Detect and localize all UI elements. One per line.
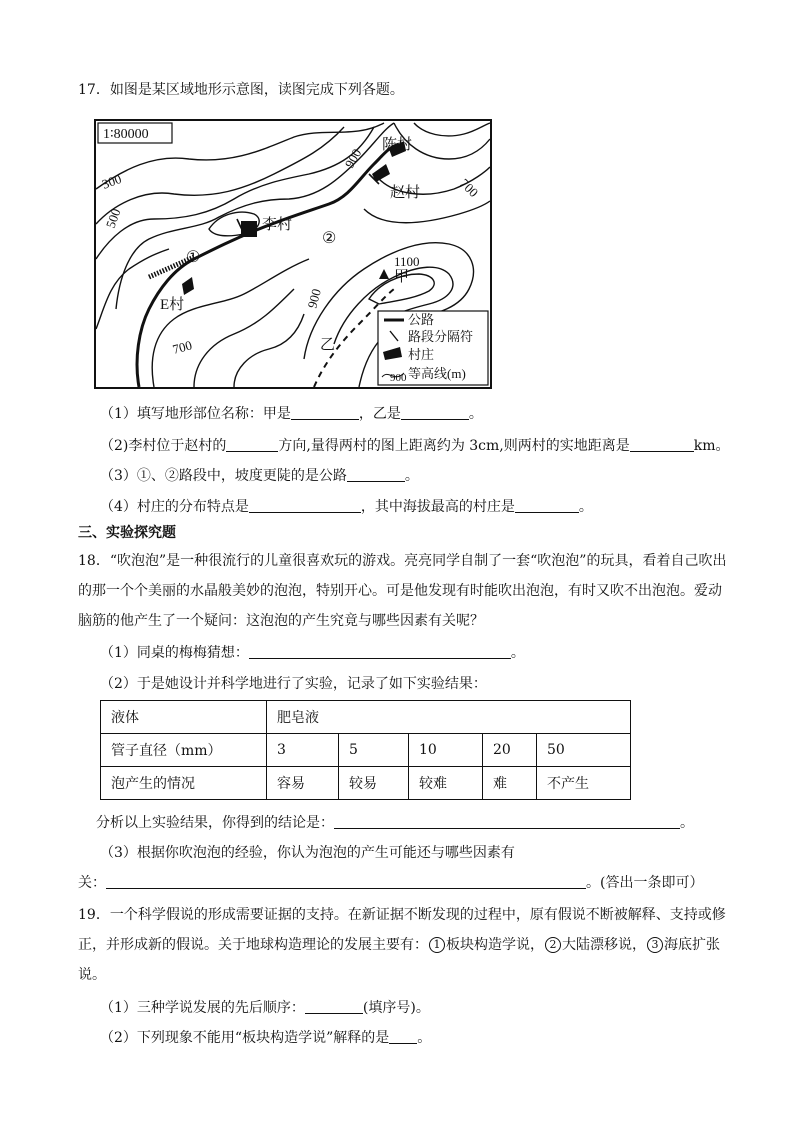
q17-sub4: （4）村庄的分布特点是 ，其中海拔最高的村庄是 。 [100,499,593,515]
legend-road: 公路 [408,312,435,327]
table-cell: 管子直径（mm） [101,734,267,767]
contour-value: 500 [102,206,124,231]
table-row [101,734,631,767]
circled-number: 1 [429,937,445,953]
village-li [241,221,257,237]
q18-sub2: （2）于是她设计并科学地进行了实验，记录了如下实验结果： [100,676,487,692]
table-cell: 10 [409,734,483,767]
q17-sub2: （2)李村位于赵村的 方向,量得两村的图上距离约为 3cm,则两村的实地距离是 km。 [100,438,730,454]
answer-blank[interactable] [401,405,469,420]
answer-blank[interactable] [630,437,694,452]
contour-line [194,289,294,387]
q19-paragraph: 正，并形成新的假说。关于地球构造理论的发展主要有： 1 板块构造学说， 2 大陆漂移说， 3 海底扩张 [78,937,720,953]
table-cell: 液体 [101,701,267,734]
answer-blank[interactable] [249,498,361,513]
table-cell: 较难 [409,767,483,800]
label-e: E村 [160,297,185,313]
q18-sub1: （1）同桌的梅梅猜想： 。 [100,645,525,661]
experiment-table [100,700,631,800]
village-e [182,277,194,295]
peak-jia [379,269,389,279]
table-cell: 5 [339,734,409,767]
q18-analysis: 分析以上实验结果，你得到的结论是： 。 [96,815,694,831]
label-li: 李村 [262,217,293,233]
contour-line [364,201,490,223]
section-heading: 三、实验探究题 [78,525,176,541]
q17-sub1: （1）填写地形部位名称：甲是 ，乙是 。 [100,406,483,422]
terrain-map [94,119,492,389]
label-seg1: ① [186,249,201,266]
q18-paragraph: 的那一个个美丽的水晶般美妙的泡泡，特别开心。可是他发现有时能吹出泡泡，有时又吹不出泡泡。爱动 [78,583,722,599]
answer-blank[interactable] [389,1029,417,1044]
label-yi: 乙 [320,337,336,353]
village-zhao [372,164,390,182]
table-cell: 容易 [267,767,339,800]
contour-value: 300 [99,171,124,192]
circled-number: 3 [647,937,663,953]
q17-stem: 17．如图是某区域地形示意图，读图完成下列各题。 [78,82,404,98]
answer-blank[interactable] [106,874,586,889]
contour-value: 900 [304,287,324,310]
legend-contour-value: 900 [390,372,407,384]
circled-number: 2 [545,937,561,953]
answer-blank[interactable] [226,437,278,452]
contour-value: 900 [341,146,365,171]
table-cell: 难 [483,767,537,800]
q18-sub3: （3）根据你吹泡泡的经验，你认为泡泡的产生可能还与哪些因素有 [100,845,515,861]
q18-paragraph: 脑筋的他产生了一个疑问：这泡泡的产生究竟与哪些因素有关呢？ [78,613,484,629]
q19-paragraph: 19．一个科学假说的形成需要证据的支持。在新证据不断发现的过程中，原有假说不断被解释、支持或修 [78,907,726,923]
contour-value: 700 [456,175,482,200]
answer-blank[interactable] [291,405,359,420]
q19-paragraph: 说。 [78,967,106,983]
answer-blank[interactable] [347,467,405,482]
q18-paragraph: 18．“吹泡泡”是一种很流行的儿童很喜欢玩的游戏。亮亮同学自制了一套“吹泡泡”的玩具，看着自己吹出 [78,553,727,569]
table-cell: 20 [483,734,537,767]
table-cell: 不产生 [537,767,631,800]
legend-contour: 等高线(m) [408,366,466,381]
table-cell: 较易 [339,767,409,800]
contour-line [96,249,169,329]
q19-sub1: （1）三种学说发展的先后顺序： (填序号)。 [100,1000,430,1016]
label-jia: 甲 [394,269,410,285]
contour-line [414,123,490,136]
table-row [101,701,631,734]
answer-blank[interactable] [305,999,363,1014]
q17-sub3: （3）①、②路段中，坡度更陡的是公路 。 [100,468,419,484]
answer-blank[interactable] [515,498,579,513]
contour-line [234,314,304,387]
contour-line [152,259,309,387]
answer-blank[interactable] [249,644,511,659]
table-cell: 泡产生的情况 [101,767,267,800]
table-cell: 50 [537,734,631,767]
q19-sub2: （2）下列现象不能用“板块构造学说”解释的是 。 [100,1030,432,1046]
table-cell: 3 [267,734,339,767]
q18-sub3-cont: 关： 。(答出一条即可） [78,875,704,891]
label-chen: 陈村 [382,137,413,153]
label-zhao: 赵村 [390,185,421,201]
answer-blank[interactable] [334,814,680,829]
map-scale: 1∶80000 [103,127,149,142]
contour-value: 700 [170,337,194,357]
legend-village: 村庄 [408,347,435,362]
contour-value: 1100 [394,254,420,269]
legend-separator: 路段分隔符 [408,329,474,344]
label-seg2: ② [322,230,337,247]
table-cell: 肥皂液 [267,701,631,734]
table-row [101,767,631,800]
